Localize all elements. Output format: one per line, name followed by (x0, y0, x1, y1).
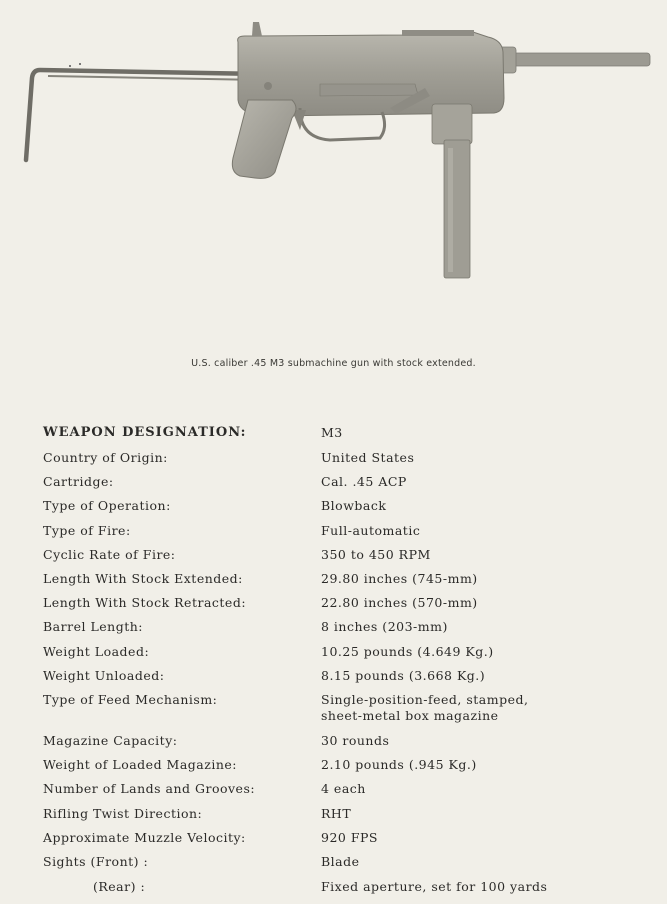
spec-value: 920 FPS (321, 830, 378, 845)
spec-value: 8 inches (203-mm) (321, 619, 448, 634)
spec-label: Approximate Muzzle Velocity: (43, 830, 246, 845)
spec-label: Length With Stock Retracted: (43, 595, 247, 610)
spec-value: Blowback (321, 498, 387, 513)
spec-label: Barrel Length: (43, 619, 143, 634)
spec-value: 30 rounds (321, 733, 390, 748)
spec-value: 2.10 pounds (.945 Kg.) (321, 757, 477, 772)
spec-label: Length With Stock Extended: (43, 571, 243, 586)
weapon-designation-value: M3 (321, 425, 343, 440)
spec-label: Weight of Loaded Magazine: (43, 757, 237, 772)
spec-value: RHT (321, 806, 352, 821)
spec-label: Weight Unloaded: (43, 668, 165, 683)
spec-value: 10.25 pounds (4.649 Kg.) (321, 644, 494, 659)
spec-label: Type of Operation: (43, 498, 171, 513)
spec-label: Cartridge: (43, 474, 114, 489)
spec-value: Cal. .45 ACP (321, 474, 407, 489)
spec-value: 29.80 inches (745-mm) (321, 571, 478, 586)
spec-value: 22.80 inches (570-mm) (321, 595, 478, 610)
spec-label: Country of Origin: (43, 450, 168, 465)
spec-label: Type of Fire: (43, 523, 131, 538)
spec-value: 8.15 pounds (3.668 Kg.) (321, 668, 486, 683)
figure-caption: U.S. caliber .45 M3 submachine gun with stock extended. (191, 358, 476, 369)
spec-value: Single-position-feed, stamped, sheet-metal box magazine (321, 692, 529, 723)
m3-submachine-gun-photo (0, 0, 667, 340)
spec-value: Full-automatic (321, 523, 421, 538)
spec-value: 350 to 450 RPM (321, 547, 431, 562)
weapon-designation-label: WEAPON DESIGNATION: (43, 425, 247, 440)
spec-label: Sights (Front) : (43, 854, 149, 869)
spec-label: Weight Loaded: (43, 644, 150, 659)
spec-value: 4 each (321, 781, 366, 796)
spec-label: Cyclic Rate of Fire: (43, 547, 176, 562)
spec-label: Magazine Capacity: (43, 733, 178, 748)
spec-label: Type of Feed Mechanism: (43, 692, 218, 707)
spec-label: Number of Lands and Grooves: (43, 781, 256, 796)
spec-value: United States (321, 450, 415, 465)
spec-value: Fixed aperture, set for 100 yards (321, 879, 548, 894)
weapon-figure (0, 0, 667, 340)
spec-label: (Rear) : (93, 879, 146, 894)
spec-label: Rifling Twist Direction: (43, 806, 203, 821)
spec-value: Blade (321, 854, 360, 869)
